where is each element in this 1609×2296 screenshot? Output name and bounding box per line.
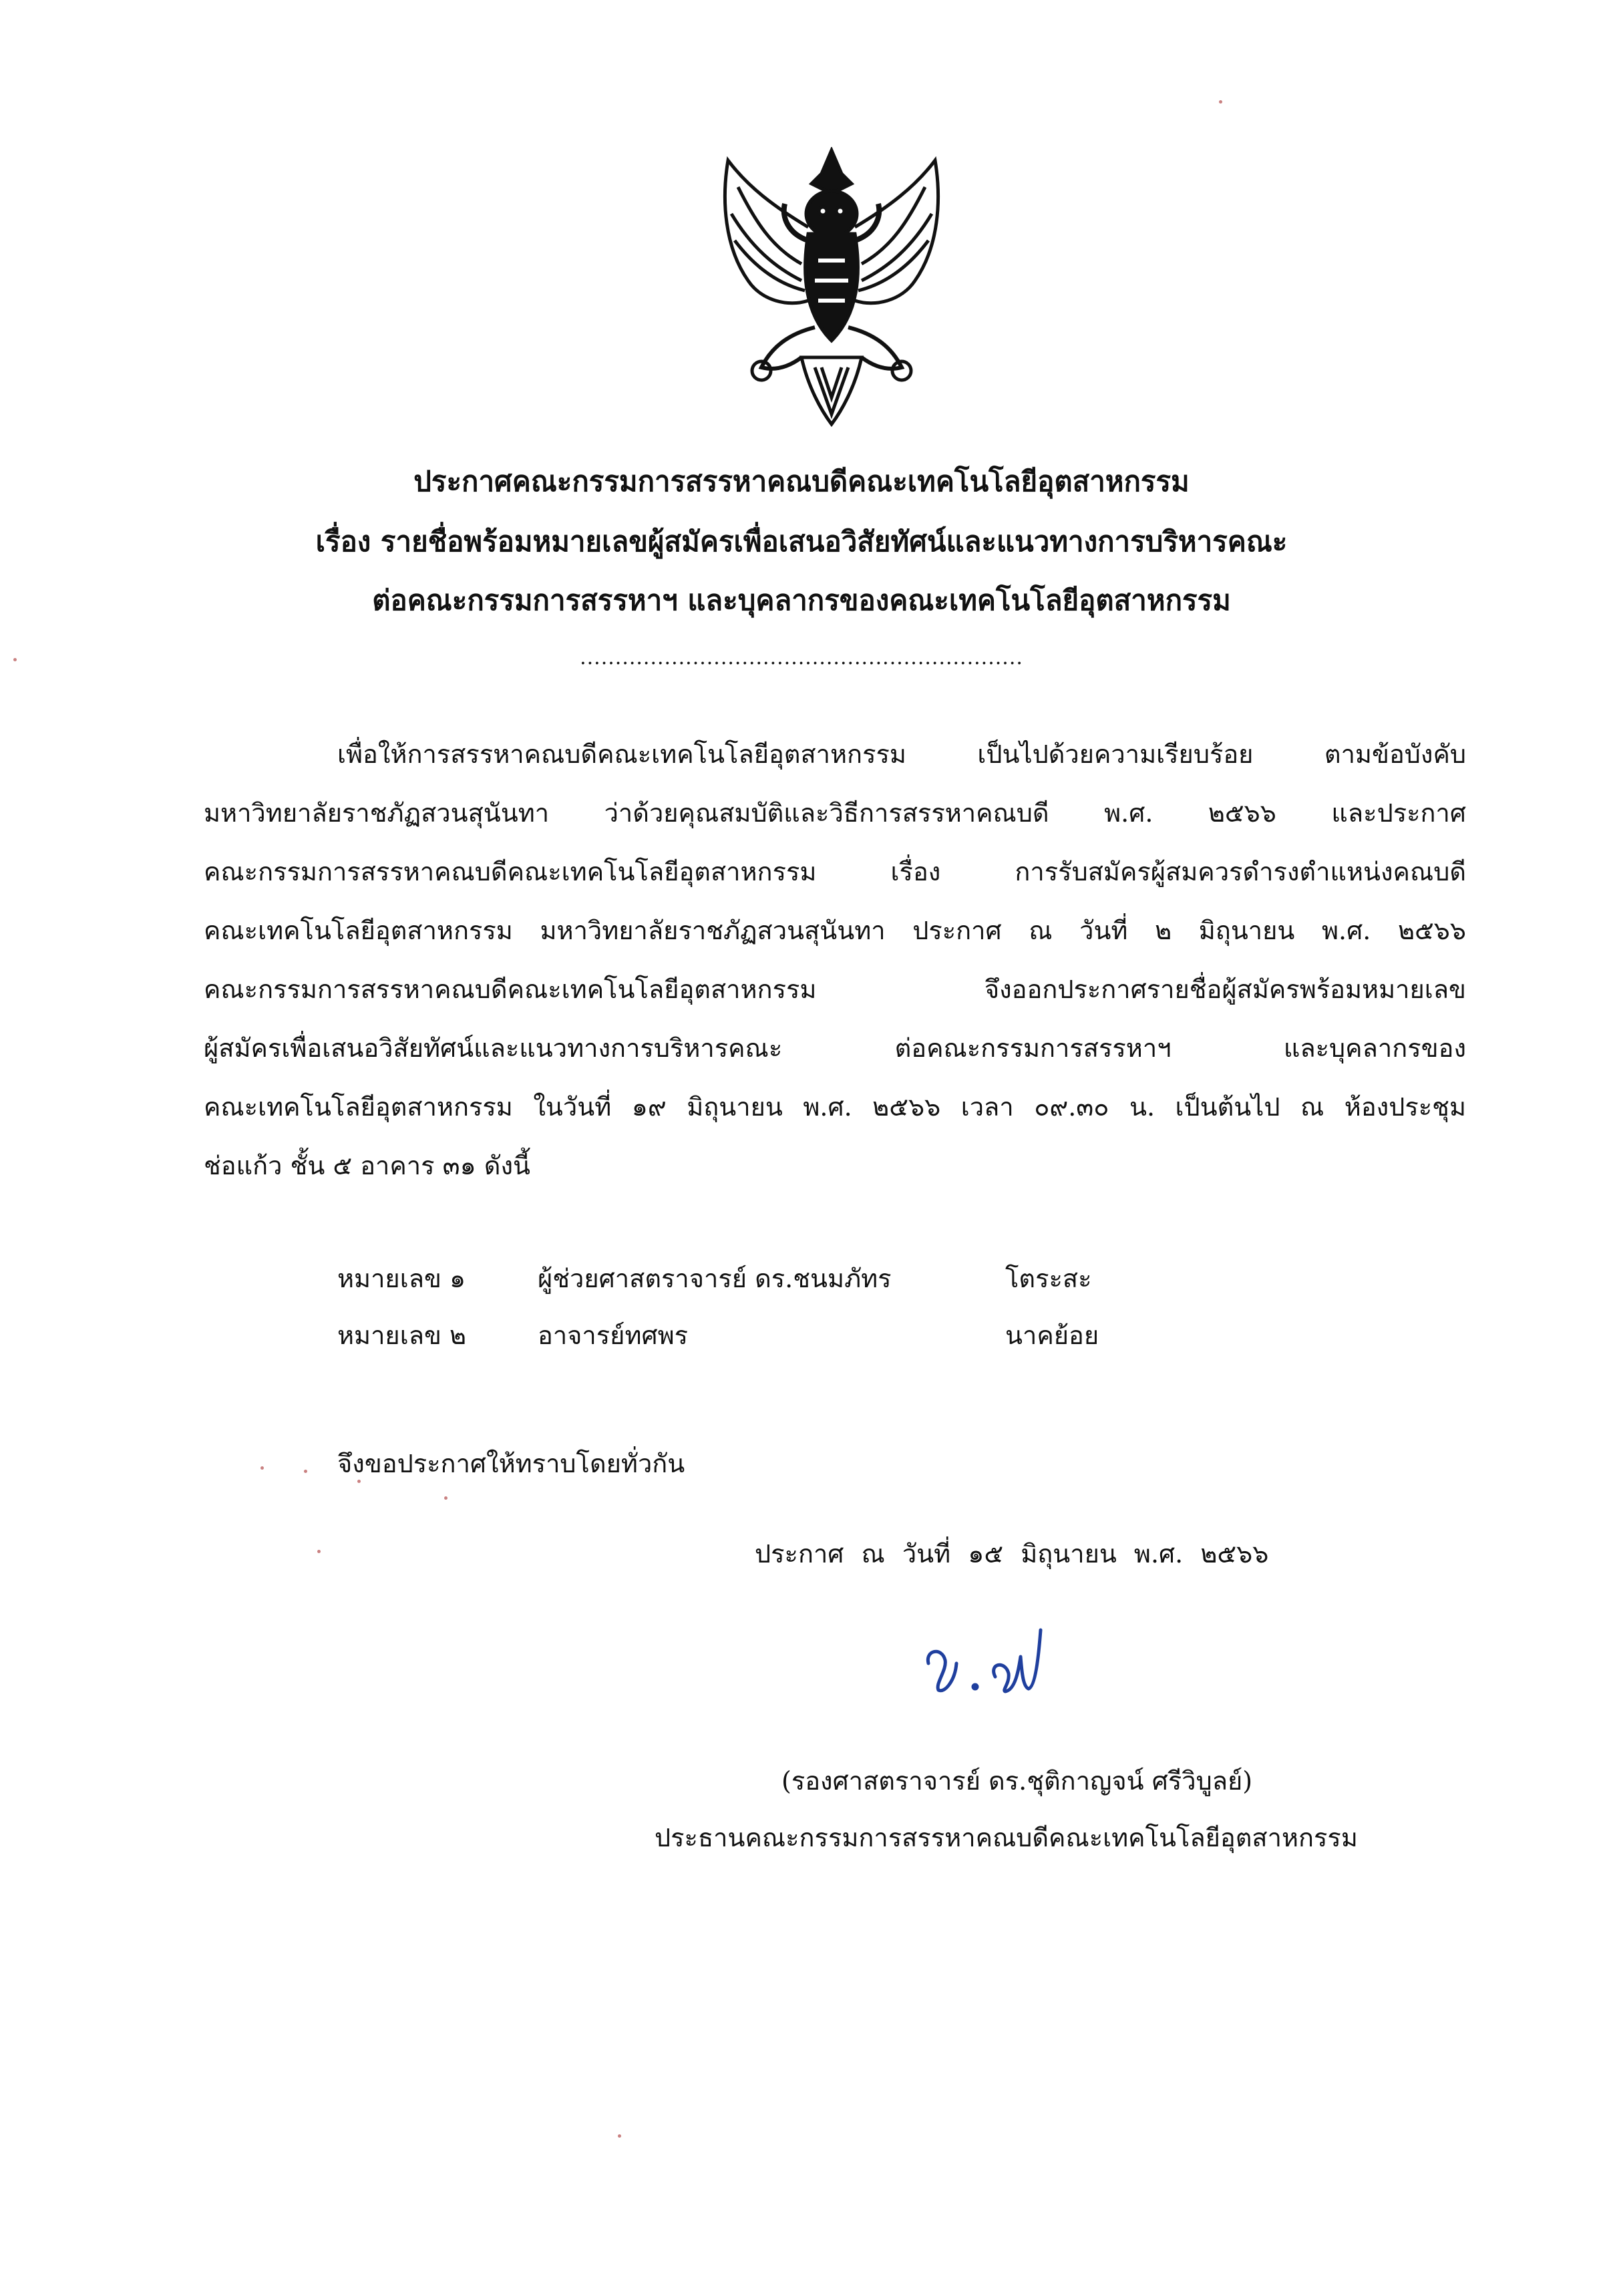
scan-speck — [444, 1496, 448, 1500]
candidate-number: หมายเลข ๒ — [337, 1321, 467, 1350]
candidate-number: หมายเลข ๑ — [337, 1264, 466, 1293]
scan-speck — [1219, 100, 1222, 104]
candidate-surname: โตระสะ — [1005, 1264, 1092, 1293]
announcement-title: ประกาศคณะกรรมการสรรหาคณบดีคณะเทคโนโลยีอุตสาหกรรม — [413, 465, 1190, 498]
body-line: คณะกรรมการสรรหาคณบดีคณะเทคโนโลยีอุตสาหกรรม จึงออกประกาศรายชื่อผู้สมัครพร้อมหมายเลข — [204, 975, 1466, 1004]
garuda-emblem — [708, 147, 955, 428]
candidate-surname: นาคย้อย — [1005, 1321, 1099, 1350]
candidate-name: ผู้ช่วยศาสตราจารย์ ดร.ชนมภัทร — [538, 1264, 892, 1293]
scan-speck — [317, 1550, 321, 1553]
candidate-name: อาจารย์ทศพร — [538, 1321, 689, 1350]
scan-speck — [13, 658, 17, 661]
scan-speck — [357, 1480, 361, 1483]
body-line: ช่อแก้ว ชั้น ๕ อาคาร ๓๑ ดังนี้ — [204, 1151, 531, 1180]
scan-speck — [260, 1466, 264, 1470]
body-line: คณะเทคโนโลยีอุตสาหกรรม ในวันที่ ๑๙ มิถุนายน พ.ศ. ๒๕๖๖ เวลา ๐๙.๓๐ น. เป็นต้นไป ณ ห้องประชุม — [204, 1092, 1466, 1122]
announcement-subject: เรื่อง รายชื่อพร้อมหมายเลขผู้สมัครเพื่อเสนอวิสัยทัศน์และแนวทางการบริหารคณะ — [315, 525, 1288, 558]
title-separator: ............................................................... — [580, 646, 1023, 669]
announcement-subject-cont: ต่อคณะกรรมการสรรหาฯ และบุคลากรของคณะเทคโนโลยีอุตสาหกรรม — [372, 584, 1231, 617]
signatory-position: ประธานคณะกรรมการสรรหาคณบดีคณะเทคโนโลยีอุตสาหกรรม — [655, 1823, 1358, 1852]
signatory-name: (รองศาสตราจารย์ ดร.ชุติกาญจน์ ศรีวิบูลย์) — [781, 1766, 1253, 1796]
body-line: ผู้สมัครเพื่อเสนอวิสัยทัศน์และแนวทางการบริหารคณะ ต่อคณะกรรมการสรรหาฯ และบุคลากรของ — [204, 1033, 1466, 1063]
scan-speck — [618, 2134, 621, 2138]
body-line: เพื่อให้การสรรหาคณบดีคณะเทคโนโลยีอุตสาหกรรม เป็นไปด้วยความเรียบร้อย ตามข้อบังคับ — [337, 740, 1466, 769]
announcement-date: ประกาศ ณ วันที่ ๑๕ มิถุนายน พ.ศ. ๒๕๖๖ — [755, 1539, 1269, 1569]
closing-statement: จึงขอประกาศให้ทราบโดยทั่วกัน — [337, 1449, 685, 1478]
handwritten-signature — [915, 1623, 1069, 1697]
body-line: มหาวิทยาลัยราชภัฏสวนสุนันทา ว่าด้วยคุณสมบัติและวิธีการสรรหาคณบดี พ.ศ. ๒๕๖๖ และประกาศ — [204, 798, 1466, 828]
body-line: คณะกรรมการสรรหาคณบดีคณะเทคโนโลยีอุตสาหกรรม เรื่อง การรับสมัครผู้สมควรดำรงตำแหน่งคณบดี — [204, 857, 1466, 886]
scan-speck — [304, 1470, 307, 1473]
body-line: คณะเทคโนโลยีอุตสาหกรรม มหาวิทยาลัยราชภัฏสวนสุนันทา ประกาศ ณ วันที่ ๒ มิถุนายน พ.ศ. ๒๕๖๖ — [204, 916, 1466, 945]
